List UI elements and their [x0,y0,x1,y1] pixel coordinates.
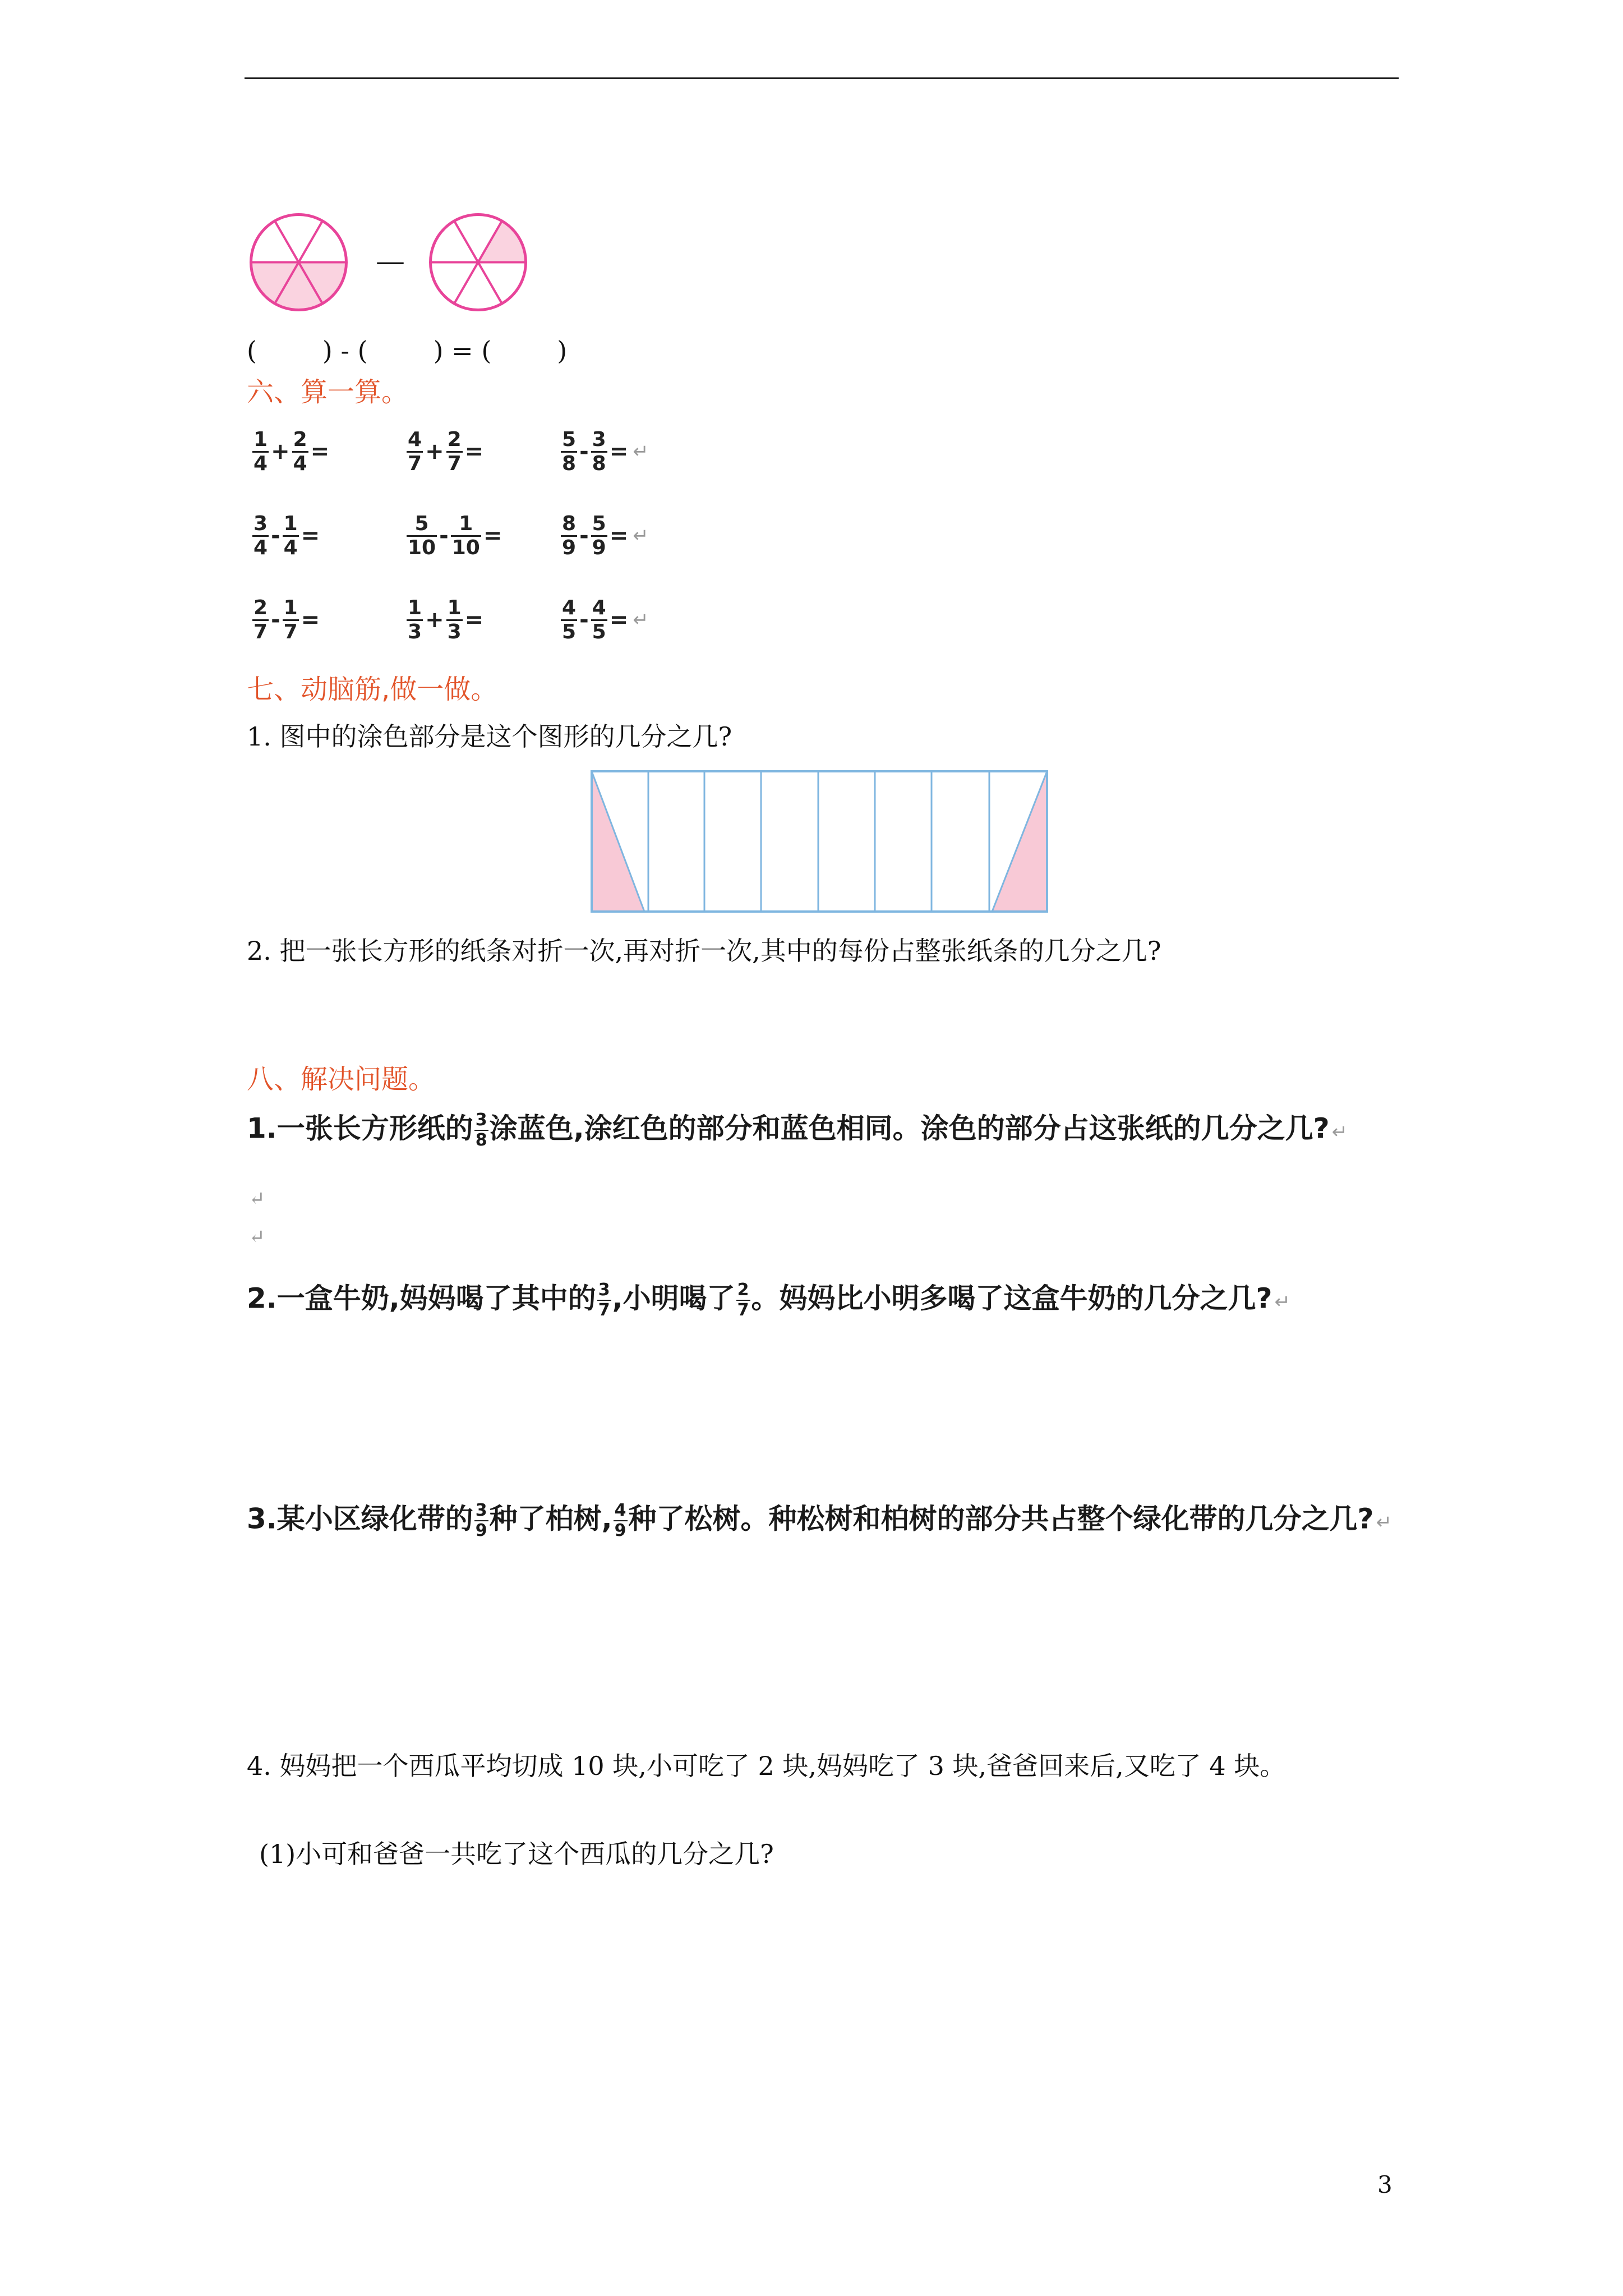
numerator: 1 [283,596,298,619]
operator: - [271,607,280,633]
section6-title: 六、算一算。 [247,376,409,408]
equals-sign: = [301,607,320,633]
denominator: 7 [408,452,422,475]
section8-question-1 [247,1112,1348,1149]
fraction [591,427,607,475]
q3-fraction-1 [474,1502,488,1539]
q3-text-pre: 3.某小区绿化带的 [247,1502,473,1535]
q3-fraction-2-denominator: 9 [614,1521,626,1540]
numerator: 3 [253,512,268,535]
equals-sign: = [464,607,484,633]
fraction-expression [407,418,488,485]
equals-sign: = [609,439,629,464]
fraction-expression [252,418,334,485]
header-rule [245,77,1399,79]
q2-fraction-2-numerator: 2 [737,1280,749,1300]
numerator: 2 [447,427,462,451]
fraction [451,514,481,558]
shaded-rectangle-figure [590,770,1049,913]
q1-fraction [474,1112,488,1149]
q2-fraction-2-denominator: 7 [737,1300,749,1320]
denominator: 9 [562,536,577,559]
denominator: 5 [562,620,577,643]
operator: - [439,523,449,549]
operator: - [271,523,280,549]
numerator: 1 [283,512,298,535]
minus-sign: — [376,245,405,278]
pie-answer-line: ( ) - ( ) = ( ) [247,335,568,366]
fraction-expression [561,418,649,485]
q1-text-post: 涂蓝色,涂红色的部分和蓝色相同。涂色的部分占这张纸的几分之几? [489,1112,1330,1145]
equals-sign: = [301,523,320,549]
denominator: 8 [592,452,606,475]
numerator: 4 [408,427,422,451]
operator: - [579,607,589,633]
section8-question-2 [247,1282,1290,1319]
q3-text-mid: 种了柏树, [489,1502,612,1535]
fraction-expression [561,502,649,569]
section7-title: 七、动脑筋,做一做。 [247,674,498,705]
q1-text-pre: 1.一张长方形纸的 [247,1112,473,1145]
q3-fraction-1-denominator: 9 [475,1521,487,1540]
q2-fraction-1-denominator: 7 [598,1300,610,1320]
denominator: 7 [447,452,462,475]
section7-question-2: 2. 把一张长方形的纸条对折一次,再对折一次,其中的每份占整张纸条的几分之几? [247,936,1161,966]
fraction [591,514,607,558]
fraction [407,598,423,642]
numerator: 5 [592,512,606,535]
numerator: 4 [562,596,577,619]
q1-fraction-denominator: 8 [475,1130,487,1150]
fraction-expression [561,586,649,654]
operator: + [271,439,290,464]
fraction [292,427,308,475]
return-mark: ↵ [1274,1290,1291,1313]
operator: + [425,439,444,464]
pie-left [247,210,351,314]
denominator: 4 [293,452,307,475]
denominator: 10 [451,536,480,559]
section8-question-4: 4. 妈妈把一个西瓜平均切成 10 块,小可吃了 2 块,妈妈吃了 3 块,爸爸回来后,又吃了 4 块。 [247,1751,1286,1781]
page-number: 3 [1377,2171,1393,2198]
numerator: 3 [592,427,606,451]
return-mark: ↵ [249,1226,265,1248]
q3-fraction-2-numerator: 4 [614,1501,626,1520]
denominator: 3 [447,620,462,643]
fraction [252,598,269,642]
denominator: 10 [408,536,436,559]
denominator: 8 [562,452,577,475]
operator: + [425,607,444,633]
equals-sign: = [483,523,502,549]
return-mark: ↵ [249,1188,265,1210]
fraction-expression [407,502,506,569]
return-mark: ↵ [1331,1120,1348,1143]
denominator: 7 [283,620,298,643]
fraction [252,427,269,475]
q2-fraction-2 [736,1282,750,1319]
fraction [283,514,299,558]
numerator: 8 [562,512,577,535]
equals-sign: = [464,439,484,464]
equals-sign: = [609,523,629,549]
numerator: 4 [592,596,606,619]
denominator: 3 [408,620,422,643]
fraction-expression [407,586,488,654]
equals-sign: = [310,439,330,464]
denominator: 4 [253,536,268,559]
denominator: 9 [592,536,606,559]
return-mark: ↵ [633,609,649,631]
equals-sign: = [609,607,629,633]
numerator: 1 [253,427,268,451]
fraction [591,598,607,642]
fraction [446,427,463,475]
section7-question-1: 1. 图中的涂色部分是这个图形的几分之几? [247,721,732,752]
fraction [252,514,269,558]
fraction [561,427,577,475]
section8-question-4-sub-1: (1)小可和爸爸一共吃了这个西瓜的几分之几? [259,1839,774,1869]
fraction [446,598,463,642]
q2-text-mid: ,小明喝了 [612,1282,735,1315]
pie-right-shaded-sector [478,221,526,263]
return-mark: ↵ [633,524,649,547]
fraction-expression [252,586,324,654]
numerator: 2 [293,427,307,451]
q2-text-post: 。妈妈比小明多喝了这盒牛奶的几分之几? [751,1282,1272,1315]
numerator: 1 [459,512,473,535]
numerator: 5 [414,512,429,535]
fraction [561,514,577,558]
section8-question-3 [247,1502,1392,1539]
fraction [407,514,437,558]
numerator: 2 [253,596,268,619]
q2-text-pre: 2.一盒牛奶,妈妈喝了其中的 [247,1282,596,1315]
denominator: 7 [253,620,268,643]
q3-text-post: 种了松树。种松树和柏树的部分共占整个绿化带的几分之几? [628,1502,1374,1535]
q1-fraction-numerator: 3 [475,1110,487,1130]
operator: - [579,439,589,464]
fraction [283,598,299,642]
fraction [407,427,423,475]
numerator: 5 [562,427,577,451]
numerator: 1 [447,596,462,619]
return-mark: ↵ [633,440,649,463]
q2-fraction-1-numerator: 3 [598,1280,610,1300]
pie-right [426,210,530,314]
q2-fraction-1 [597,1282,611,1319]
q3-fraction-1-numerator: 3 [475,1501,487,1520]
q3-fraction-2 [614,1502,628,1539]
denominator: 4 [253,452,268,475]
numerator: 1 [408,596,422,619]
operator: - [579,523,589,549]
denominator: 4 [283,536,298,559]
section8-title: 八、解决问题。 [247,1064,436,1095]
fraction [561,598,577,642]
denominator: 5 [592,620,606,643]
return-mark: ↵ [1376,1511,1393,1534]
fraction-expression [252,502,324,569]
